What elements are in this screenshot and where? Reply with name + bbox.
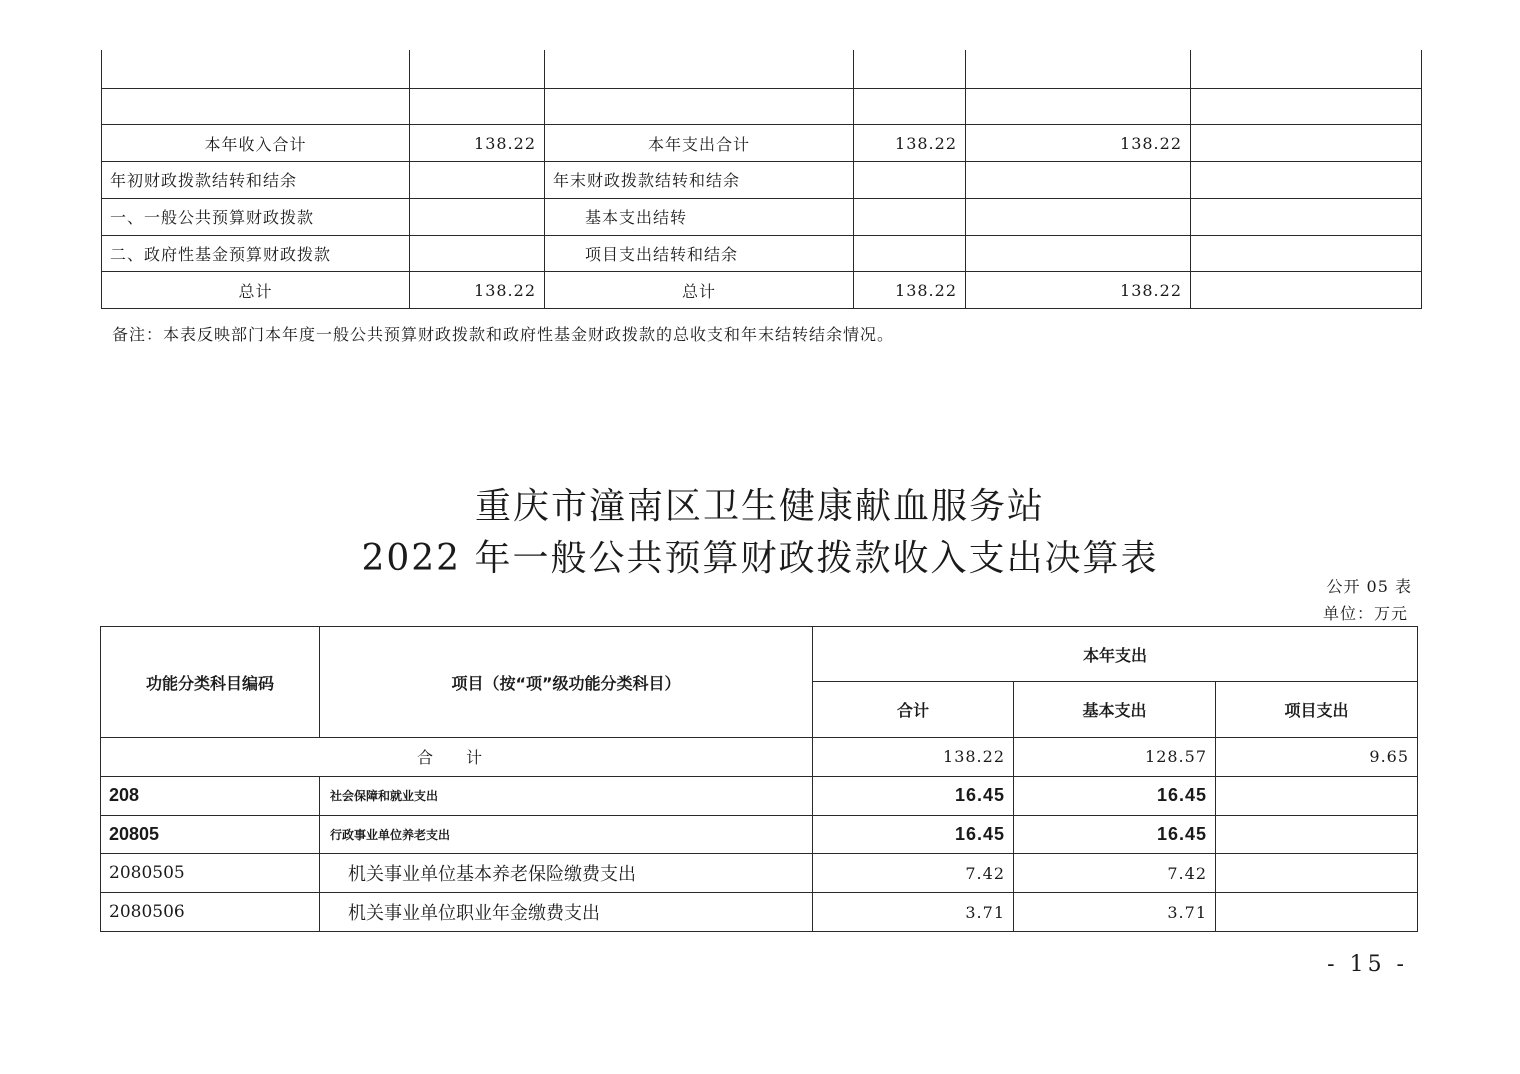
total-label: 合 计	[101, 738, 813, 777]
income-item-cell: 二、政府性基金预算财政拨款	[102, 235, 410, 272]
project-amount: 9.65	[1216, 738, 1418, 777]
budget-expense-table	[100, 626, 1418, 932]
expense-item-cell	[545, 50, 854, 88]
project-amount	[1216, 893, 1418, 932]
expense-item-cell: 本年支出合计	[545, 125, 854, 162]
project-amount	[1216, 854, 1418, 893]
total-row	[101, 738, 1418, 777]
code-cell: 2080506	[101, 893, 320, 932]
project-amount	[1216, 815, 1418, 854]
expense-project-cell	[1191, 272, 1422, 309]
expense-project-cell	[1191, 50, 1422, 88]
income-item-cell: 总计	[102, 272, 410, 309]
expense-basic-cell	[966, 88, 1191, 125]
document-title-line2: 2022 年一般公共预算财政拨款收入支出决算表	[361, 538, 1159, 579]
expense-project-cell	[1191, 162, 1422, 199]
project-amount	[1216, 776, 1418, 815]
header-basic: 基本支出	[1014, 682, 1216, 738]
expense-basic-cell: 138.22	[966, 125, 1191, 162]
table-row	[101, 854, 1418, 893]
income-amount-cell: 138.22	[410, 272, 545, 309]
income-amount-cell	[410, 50, 545, 88]
table-row	[102, 162, 1422, 199]
expense-basic-cell: 138.22	[966, 272, 1191, 309]
basic-amount: 16.45	[1014, 815, 1216, 854]
expense-total-cell	[854, 198, 966, 235]
expense-total-cell	[854, 162, 966, 199]
expense-basic-cell	[966, 198, 1191, 235]
expense-project-cell	[1191, 88, 1422, 125]
total-amount: 3.71	[813, 893, 1014, 932]
income-item-cell: 年初财政拨款结转和结余	[102, 162, 410, 199]
income-amount-cell	[410, 162, 545, 199]
income-amount-cell: 138.22	[410, 125, 545, 162]
expense-item-cell: 项目支出结转和结余	[545, 235, 854, 272]
form-number: 公开 05 表	[1326, 577, 1412, 596]
expense-total-cell	[854, 235, 966, 272]
expense-project-cell	[1191, 125, 1422, 162]
income-expense-summary-table	[101, 50, 1422, 309]
code-cell: 20805	[101, 815, 320, 854]
total-amount: 16.45	[813, 776, 1014, 815]
income-item-cell: 本年收入合计	[102, 125, 410, 162]
header-project: 项目支出	[1216, 682, 1418, 738]
table-row	[102, 198, 1422, 235]
total-amount: 7.42	[813, 854, 1014, 893]
basic-amount: 3.71	[1014, 893, 1216, 932]
item-cell: 机关事业单位职业年金缴费支出	[320, 893, 813, 932]
expense-item-cell: 年末财政拨款结转和结余	[545, 162, 854, 199]
code-cell: 2080505	[101, 854, 320, 893]
document-title-line1: 重庆市潼南区卫生健康献血服务站	[474, 486, 1045, 527]
item-cell: 社会保障和就业支出	[320, 776, 813, 815]
income-item-cell: 一、一般公共预算财政拨款	[102, 198, 410, 235]
code-cell: 208	[101, 776, 320, 815]
expense-item-cell: 总计	[545, 272, 854, 309]
expense-project-cell	[1191, 198, 1422, 235]
expense-basic-cell	[966, 50, 1191, 88]
table-row	[102, 272, 1422, 309]
basic-amount: 16.45	[1014, 776, 1216, 815]
basic-amount: 7.42	[1014, 854, 1216, 893]
header-total: 合计	[813, 682, 1014, 738]
total-amount: 16.45	[813, 815, 1014, 854]
income-amount-cell	[410, 88, 545, 125]
income-amount-cell	[410, 198, 545, 235]
income-item-cell	[102, 50, 410, 88]
item-cell: 机关事业单位基本养老保险缴费支出	[320, 854, 813, 893]
page-number: - 15 -	[1327, 952, 1408, 977]
table-row	[102, 50, 1422, 88]
basic-amount: 128.57	[1014, 738, 1216, 777]
table-note: 备注：本表反映部门本年度一般公共预算财政拨款和政府性基金财政拨款的总收支和年末结转结余情况。	[112, 325, 895, 344]
expense-item-cell	[545, 88, 854, 125]
total-amount: 138.22	[813, 738, 1014, 777]
header-item: 项目（按“项”级功能分类科目）	[320, 627, 813, 738]
item-cell: 行政事业单位养老支出	[320, 815, 813, 854]
income-item-cell	[102, 88, 410, 125]
expense-total-cell	[854, 88, 966, 125]
expense-item-cell: 基本支出结转	[545, 198, 854, 235]
income-amount-cell	[410, 235, 545, 272]
expense-total-cell	[854, 50, 966, 88]
table-header-row	[101, 627, 1418, 682]
unit-label: 单位：万元	[1322, 604, 1408, 623]
table-row	[102, 235, 1422, 272]
table-row	[101, 776, 1418, 815]
header-code: 功能分类科目编码	[101, 627, 320, 738]
expense-total-cell: 138.22	[854, 272, 966, 309]
table-row	[101, 893, 1418, 932]
expense-basic-cell	[966, 162, 1191, 199]
table-row	[102, 125, 1422, 162]
header-expense-group: 本年支出	[813, 627, 1418, 682]
expense-basic-cell	[966, 235, 1191, 272]
expense-total-cell: 138.22	[854, 125, 966, 162]
table-row	[102, 88, 1422, 125]
table-row	[101, 815, 1418, 854]
expense-project-cell	[1191, 235, 1422, 272]
